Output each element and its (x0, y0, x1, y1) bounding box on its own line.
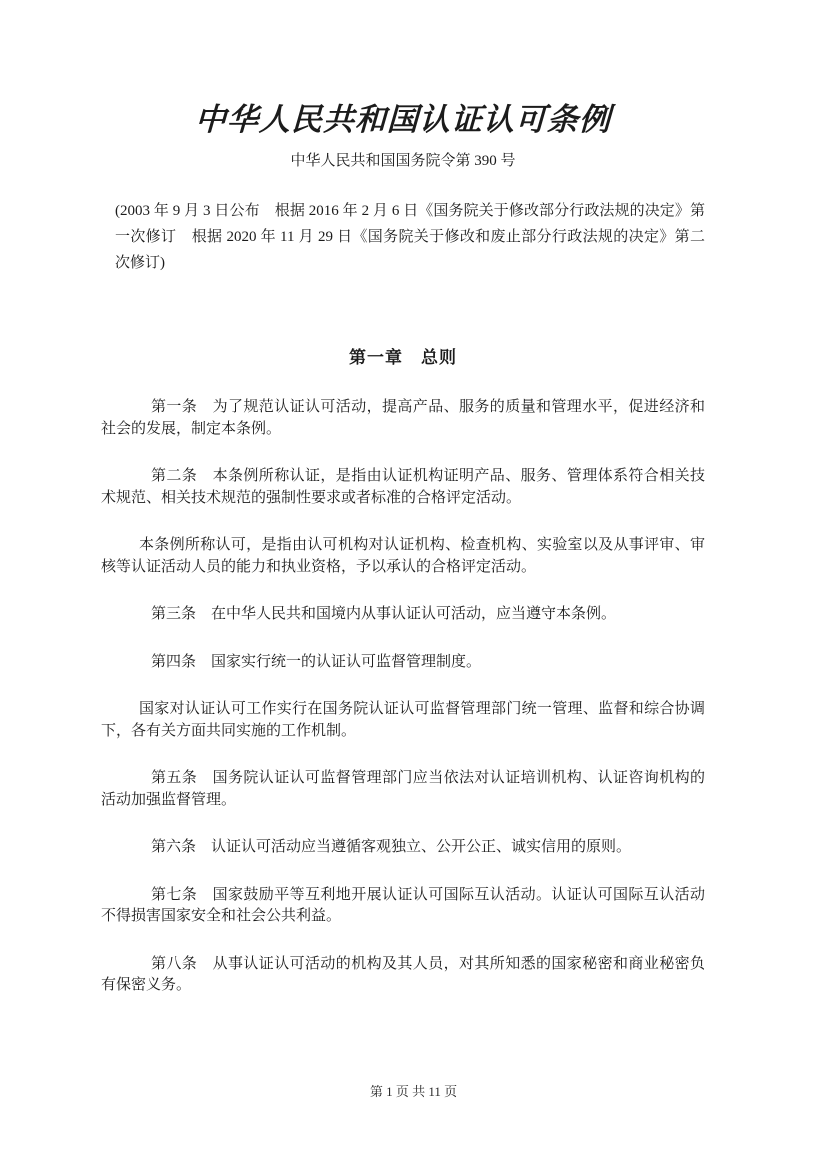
article-paragraph-2: 第二条 本条例所称认证，是指由认证机构证明产品、服务、管理体系符合相关技术规范、相关技术规范的强制性要求或者标准的合格评定活动。 (101, 468, 705, 506)
revision-note: (2003 年 9 月 3 日公布 根据 2016 年 2 月 6 日《国务院关于修改部分行政法规的决定》第一次修订 根据 2020 年 11 月 29 日《国务院关于修改和废止部分行政法规的决定》第二次修订) (115, 203, 705, 271)
document-title: 中华人民共和国认证认可条例 (194, 102, 612, 137)
article-paragraph-4: 第四条 国家实行统一的认证认可监督管理制度。 (151, 653, 482, 670)
plain-paragraph-article-2-cont: 本条例所称认可，是指由认可机构对认证机构、检查机构、实验室以及从事评审、审核等认证活动人员的能力和执业资格，予以承认的合格评定活动。 (101, 537, 705, 575)
article-paragraph-3: 第三条 在中华人民共和国境内从事认证认可活动，应当遵守本条例。 (151, 606, 617, 622)
page-number: 第 1 页 共 11 页 (369, 1084, 458, 1099)
plain-paragraph-article-4-cont: 国家对认证认可工作实行在国务院认证认可监督管理部门统一管理、监督和综合协调下，各有关方面共同实施的工作机制。 (101, 701, 705, 739)
chapter-heading: 第一章 总则 (349, 348, 457, 367)
article-paragraph-6: 第六条 认证认可活动应当遵循客观独立、公开公正、诚实信用的原则。 (151, 839, 632, 855)
article-paragraph-1: 第一条 为了规范认证认可活动，提高产品、服务的质量和管理水平，促进经济和社会的发展，制定本条例。 (101, 399, 705, 437)
article-paragraph-8: 第八条 从事认证认可活动的机构及其人员，对其所知悉的国家秘密和商业秘密负有保密义务。 (101, 955, 705, 993)
decree-number: 中华人民共和国国务院令第 390 号 (290, 153, 516, 169)
article-paragraph-5: 第五条 国务院认证认可监督管理部门应当依法对认证培训机构、认证咨询机构的活动加强监督管理。 (101, 770, 705, 808)
document-content (101, 0, 705, 997)
article-paragraph-7: 第七条 国家鼓励平等互利地开展认证认可国际互认活动。认证认可国际互认活动不得损害国家安全和社会公共利益。 (101, 886, 705, 924)
